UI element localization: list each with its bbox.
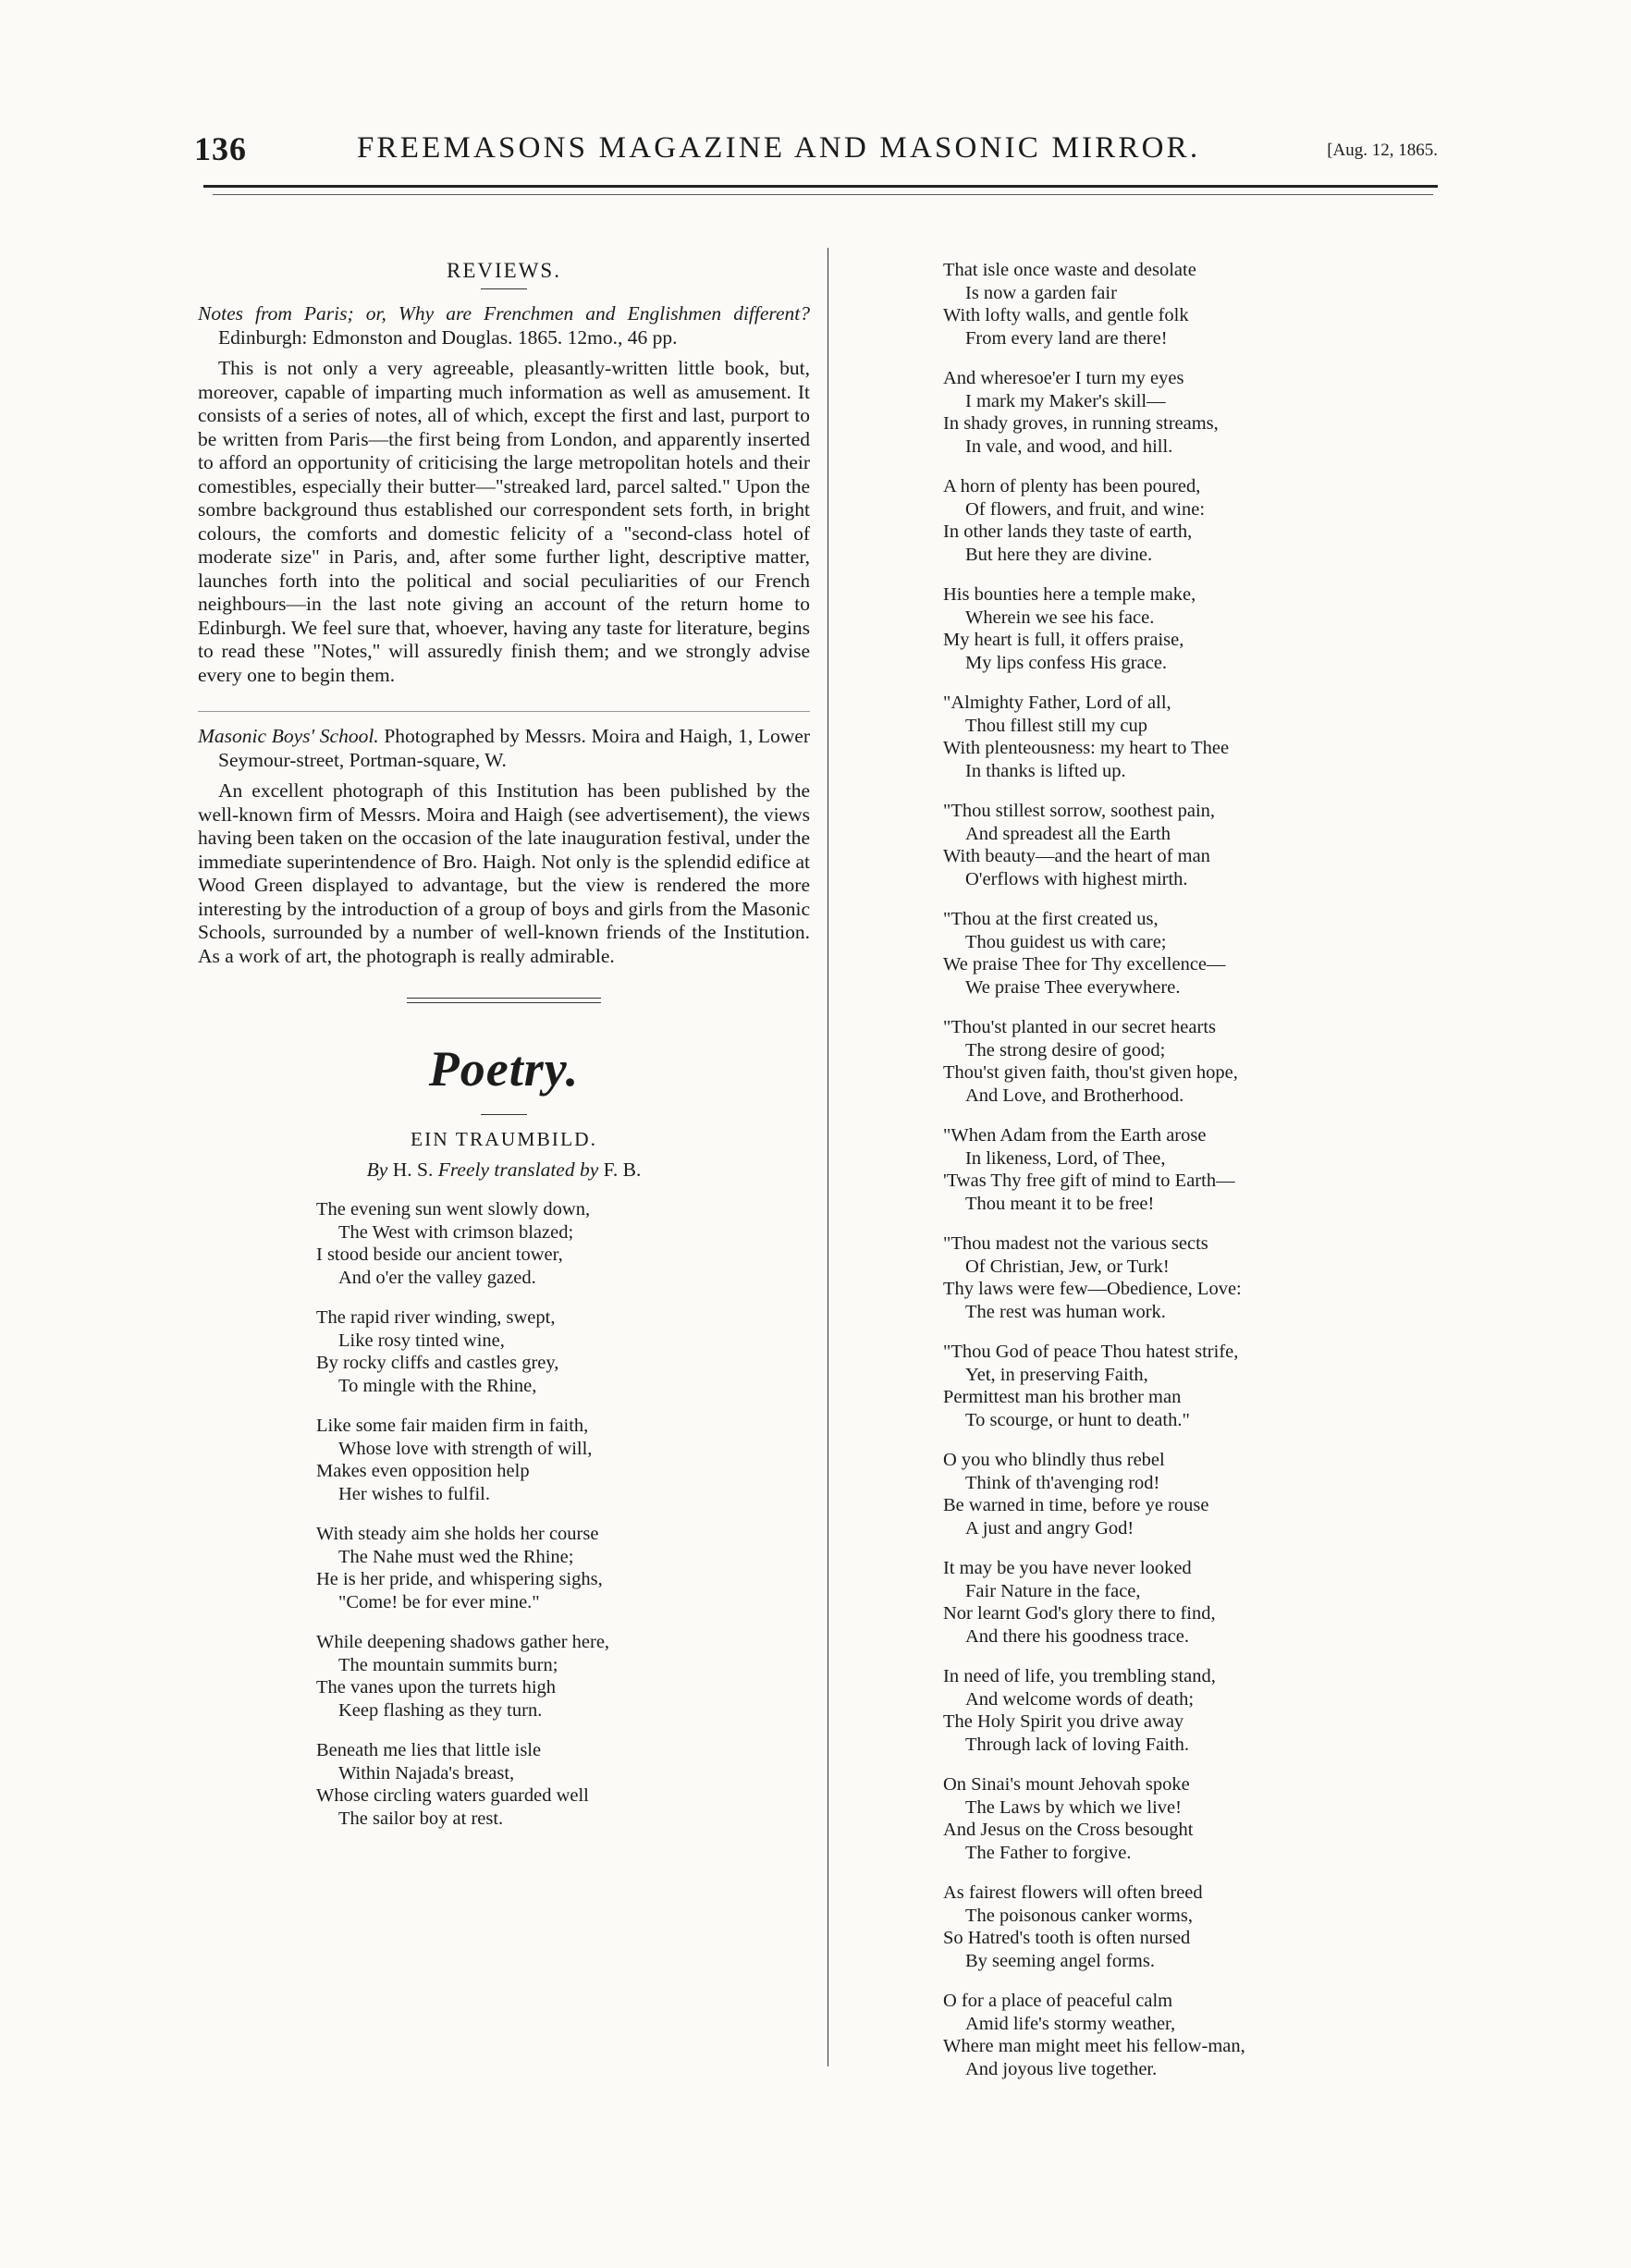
poem-line: "When Adam from the Earth arose — [943, 1125, 1207, 1146]
poem-stanza — [943, 475, 1424, 566]
poem-line: A horn of plenty has been poured, — [943, 476, 1201, 497]
masthead-title: FREEMASONS MAGAZINE AND MASONIC MIRROR. — [357, 131, 1201, 165]
poem-line: With plenteousness: my heart to Thee — [943, 738, 1230, 758]
poem-byline — [198, 1159, 810, 1182]
review-body: This is not only a very agreeable, pleasantly-written little book, but, moreover, capable of imparting much information as well as amusement. It consists of a series of notes, all of which, except the first and last, purport to be written from Paris—the first being from London, and apparently inserted to afford an opportunity of criticising the large metropolitan hotels and their comestibles, especially their butter—"streaked lard, parcel salted." Upon the sombre background thus established our correspondent sets forth, in bright colours, the comforts and domestic felicity of a "second-class hotel of moderate size" in Paris, and, after some further light, descriptive matter, launches forth into the political and social peculiarities of our French neighbours—in the last note giving an account of the return home to Edinburgh. We feel sure that, whoever, having any taste for literature, begins to read these "Notes," will assuredly finish them; and we strongly advise every one to begin them. — [198, 357, 810, 686]
poem-line: Beneath me lies that little isle — [316, 1740, 542, 1760]
review-citation-publisher: Edinburgh: Edmonston and Douglas. 1865. 12mo., 46 pp. — [218, 325, 678, 349]
review-separator — [198, 687, 810, 712]
header-rule-thin — [213, 194, 1433, 195]
poem-stanza — [943, 1449, 1424, 1539]
poem-line: He is her pride, and whispering sighs, — [316, 1569, 603, 1589]
section-double-rule — [407, 998, 601, 1003]
poem-line: His bounties here a temple make, — [943, 584, 1196, 605]
poem-line: "Thou madest not the various sects — [943, 1233, 1208, 1254]
poem-stanza — [943, 1341, 1424, 1431]
poem-line: And o'er the valley gazed. — [338, 1267, 536, 1288]
review-citation-publisher: Photographed by Messrs. Moira and Haigh, 1, Lower Seymour-street, Portman-square, W. — [218, 725, 810, 771]
header-rule — [203, 185, 1438, 188]
left-column — [198, 259, 810, 1847]
poetry-heading: Poetry. — [428, 1041, 580, 1097]
poem-line: O you who blindly thus rebel — [943, 1450, 1165, 1470]
poem-line: Whose circling waters guarded well — [316, 1785, 589, 1806]
poem-line: But here they are divine. — [965, 544, 1153, 565]
poem-line: In vale, and wood, and hill. — [965, 435, 1173, 457]
poem-line: And joyous live together. — [965, 2058, 1158, 2079]
poem-line: Thou fillest still my cup — [965, 715, 1148, 736]
poem-line: And Jesus on the Cross besought — [943, 1820, 1194, 1840]
poem-line: O'erflows with highest mirth. — [965, 868, 1188, 889]
poem-line: "Almighty Father, Lord of all, — [943, 693, 1171, 713]
poem-line: The vanes upon the turrets high — [316, 1677, 557, 1698]
poem-line: Through lack of loving Faith. — [965, 1734, 1189, 1755]
poem-line: Like some fair maiden firm in faith, — [316, 1416, 589, 1436]
poem-line: "Thou at the first created us, — [943, 909, 1159, 929]
poem-stanza — [943, 583, 1424, 674]
poem-line: Of Christian, Jew, or Turk! — [965, 1256, 1170, 1277]
poem-stanza — [943, 1557, 1424, 1648]
poem-line: The Father to forgive. — [965, 1842, 1132, 1863]
poem-line: Like rosy tinted wine, — [338, 1330, 505, 1351]
poem-stanza — [943, 367, 1424, 458]
poem-line: The Nahe must wed the Rhine; — [338, 1546, 574, 1567]
review-citation-title: Masonic Boys' School. — [198, 725, 379, 747]
poem-line: "Thou'st planted in our secret hearts — [943, 1017, 1216, 1037]
poem-line: Thou'st given faith, thou'st given hope, — [943, 1062, 1238, 1083]
poem-line: It may be you have never looked — [943, 1558, 1192, 1578]
poem-stanza — [316, 1631, 810, 1722]
poem-line: I mark my Maker's skill— — [965, 390, 1166, 411]
poem-line: Fair Nature in the face, — [965, 1580, 1141, 1601]
poem-stanza — [943, 692, 1424, 782]
poem-line: To scourge, or hunt to death." — [965, 1409, 1190, 1430]
poem-line: "Come! be for ever mine." — [338, 1591, 540, 1612]
byline-translator: F. B. — [603, 1159, 642, 1181]
poem-line: The rapid river winding, swept, — [316, 1307, 556, 1328]
poem-line: The poisonous canker worms, — [965, 1905, 1193, 1926]
issue-date: [Aug. 12, 1865. — [1327, 141, 1438, 160]
poem-line: And welcome words of death; — [965, 1688, 1195, 1710]
poem-line: Think of th'avenging rod! — [965, 1472, 1160, 1493]
poem-line: That isle once waste and desolate — [943, 260, 1196, 280]
poem-line: Whose love with strength of will, — [338, 1438, 593, 1459]
poem-stanza — [943, 1882, 1424, 1972]
poem-stanza — [943, 1016, 1424, 1107]
poem-line: O for a place of peaceful calm — [943, 1991, 1173, 2011]
poem-title: EIN TRAUMBILD. — [411, 1128, 597, 1150]
poem-line: The mountain summits burn; — [338, 1654, 558, 1675]
review-citation — [198, 725, 810, 772]
poem-line: Yet, in preserving Faith, — [965, 1364, 1148, 1385]
poem-line: The sailor boy at rest. — [338, 1808, 504, 1829]
page-header — [194, 129, 1438, 170]
poem-line: To mingle with the Rhine, — [338, 1375, 537, 1396]
poem-line: While deepening shadows gather here, — [316, 1632, 610, 1652]
poem-line: As fairest flowers will often breed — [943, 1882, 1203, 1903]
poem-line: Thou meant it to be free! — [965, 1193, 1155, 1214]
poem-line: Is now a garden fair — [965, 282, 1117, 303]
poem-line: The Laws by which we live! — [965, 1796, 1182, 1818]
poem-line: The West with crimson blazed; — [338, 1221, 574, 1243]
poem-line: With lofty walls, and gentle folk — [943, 305, 1189, 325]
poem-line: And wheresoe'er I turn my eyes — [943, 368, 1184, 388]
poem-line: In other lands they taste of earth, — [943, 521, 1193, 542]
poem-line: "Thou stillest sorrow, soothest pain, — [943, 801, 1216, 821]
poem-line: From every land are there! — [965, 327, 1168, 349]
poem-line: "Thou God of peace Thou hatest strife, — [943, 1342, 1239, 1362]
poem-line: In need of life, you trembling stand, — [943, 1666, 1216, 1686]
poem-line: And spreadest all the Earth — [965, 823, 1171, 844]
poem-line: Within Najada's breast, — [338, 1762, 515, 1784]
poem-line: My lips confess His grace. — [965, 652, 1168, 673]
poem-line: The strong desire of good; — [965, 1039, 1166, 1060]
poem-line: The rest was human work. — [965, 1301, 1166, 1322]
review-body: An excellent photograph of this Institution has been published by the well-known firm of Messrs. Moira and Haigh (see advertisement), the views having been taken on the occasion of the late inauguration festival, under the immediate superintendence of Bro. Haigh. Not only is the splendid edifice at Wood Green displayed to advantage, but the view is rendered the more interesting by the introduction of a group of boys and girls from the Masonic Schools, surrounded by a number of well-known friends of the Institution. As a work of art, the photograph is really admirable. — [198, 779, 810, 967]
poem-line: Amid life's stormy weather, — [965, 2013, 1176, 2034]
poem-line: A just and angry God! — [965, 1517, 1134, 1539]
poem-stanza — [943, 1990, 1424, 2080]
poem-line: And there his goodness trace. — [965, 1625, 1189, 1647]
poem-line: The Holy Spirit you drive away — [943, 1711, 1184, 1732]
poem-stanza — [943, 1124, 1424, 1215]
poem-line: I stood beside our ancient tower, — [316, 1244, 563, 1265]
poem-left-stanzas — [198, 1198, 810, 1830]
poem-line: And Love, and Brotherhood. — [965, 1085, 1184, 1106]
poem-line: With steady aim she holds her course — [316, 1524, 599, 1544]
poem-stanza — [316, 1415, 810, 1505]
poem-line: We praise Thee for Thy excellence— — [943, 954, 1226, 975]
poem-line: Thou guidest us with care; — [965, 931, 1167, 952]
poem-line: Keep flashing as they turn. — [338, 1699, 543, 1721]
byline-author: H. S. — [392, 1159, 434, 1181]
review-citation-title: Notes from Paris; or, Why are Frenchmen and Englishmen different? — [198, 302, 810, 325]
poem-line: On Sinai's mount Jehovah spoke — [943, 1774, 1190, 1795]
heading-rule — [481, 1114, 527, 1115]
poem-stanza — [316, 1739, 810, 1830]
poem-line: Her wishes to fulfil. — [338, 1483, 490, 1504]
poem-stanza — [943, 1665, 1424, 1756]
poem-line: Of flowers, and fruit, and wine: — [965, 498, 1206, 520]
poem-stanza — [943, 1232, 1424, 1323]
poem-line: Makes even opposition help — [316, 1461, 530, 1481]
right-column — [943, 259, 1424, 2098]
poem-line: Wherein we see his face. — [965, 607, 1155, 628]
poem-line: Permittest man his brother man — [943, 1387, 1182, 1407]
poem-line: By seeming angel forms. — [965, 1950, 1155, 1971]
poem-line: With beauty—and the heart of man — [943, 846, 1210, 866]
poem-line: Nor learnt God's glory there to find, — [943, 1603, 1216, 1624]
poem-line: My heart is full, it offers praise, — [943, 630, 1184, 650]
poem-stanza — [943, 1773, 1424, 1864]
poem-line: By rocky cliffs and castles grey, — [316, 1353, 559, 1373]
poem-line: Be warned in time, before ye rouse — [943, 1495, 1209, 1515]
byline-translated: Freely translated by — [437, 1159, 599, 1181]
poem-stanza — [943, 259, 1424, 349]
poem-right-stanzas — [943, 259, 1424, 2080]
poem-line: We praise Thee everywhere. — [965, 976, 1181, 998]
poem-line: So Hatred's tooth is often nursed — [943, 1928, 1191, 1948]
poem-line: In likeness, Lord, of Thee, — [965, 1147, 1166, 1169]
poem-line: In thanks is lifted up. — [965, 760, 1126, 781]
poem-line: Thy laws were few—Obedience, Love: — [943, 1279, 1242, 1299]
poem-line: 'Twas Thy free gift of mind to Earth— — [943, 1171, 1235, 1191]
poem-stanza — [316, 1198, 810, 1289]
byline-by: By — [366, 1159, 388, 1181]
heading-rule — [481, 288, 527, 289]
poem-line: The evening sun went slowly down, — [316, 1199, 591, 1220]
reviews-heading: REVIEWS. — [447, 259, 561, 282]
poem-stanza — [316, 1306, 810, 1397]
poem-stanza — [316, 1523, 810, 1613]
poem-line: In shady groves, in running streams, — [943, 413, 1219, 434]
poem-stanza — [943, 908, 1424, 999]
poem-line: Where man might meet his fellow-man, — [943, 2036, 1245, 2056]
poem-stanza — [943, 800, 1424, 890]
page-number: 136 — [194, 130, 247, 167]
review-citation — [198, 302, 810, 349]
